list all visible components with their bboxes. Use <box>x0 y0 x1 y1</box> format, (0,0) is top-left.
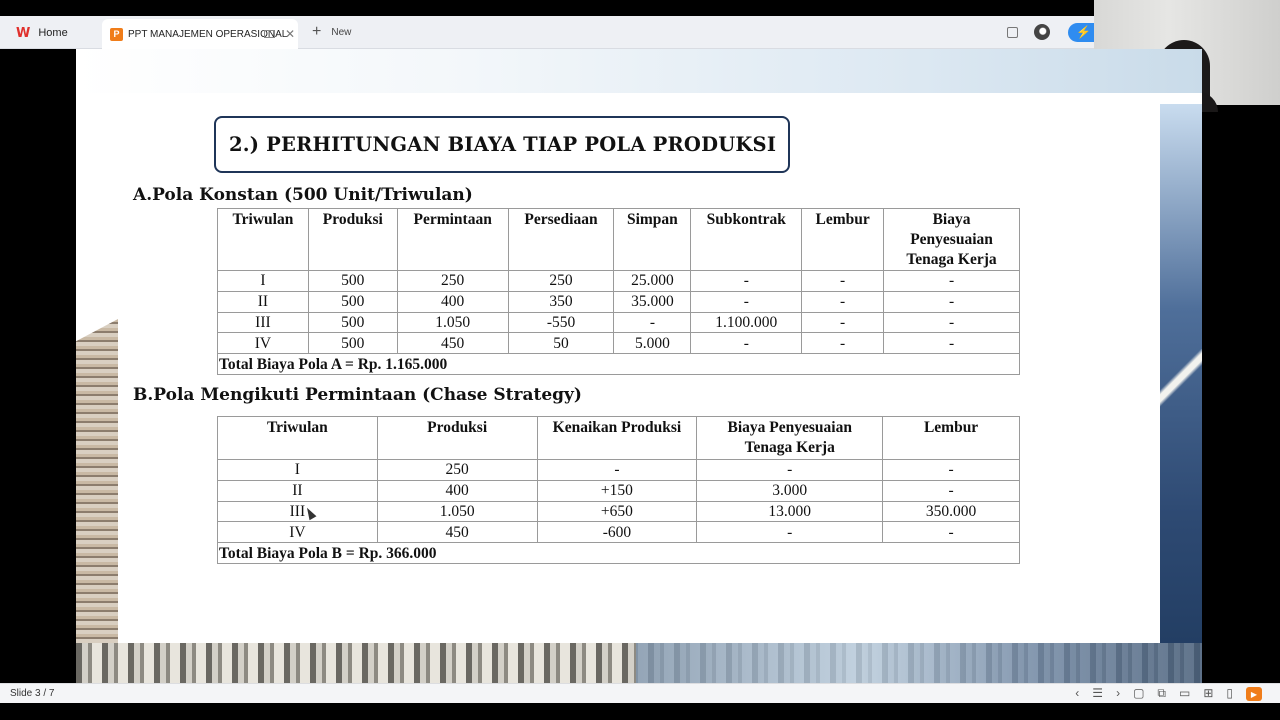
plus-icon: + <box>312 23 322 40</box>
table-header-row <box>218 417 1020 460</box>
table-cell: - <box>691 291 802 312</box>
next-slide-icon[interactable]: › <box>1116 686 1121 700</box>
normal-view-icon[interactable]: ▭ <box>1178 686 1191 700</box>
table-row <box>218 480 1020 501</box>
wps-logo-icon: W <box>16 25 31 41</box>
table-cell: - <box>537 460 697 481</box>
slide-bottom-sky <box>636 643 1202 683</box>
table-cell: - <box>883 480 1020 501</box>
table-cell: +150 <box>537 480 697 501</box>
slide-top-band <box>76 49 1202 93</box>
table-cell: III <box>218 312 309 333</box>
table-cell: - <box>697 522 883 543</box>
table-cell: I <box>218 271 309 292</box>
table-cell: I <box>218 460 378 481</box>
table-cell: 50 <box>508 333 614 354</box>
outline-list-icon[interactable]: ☰ <box>1092 686 1104 700</box>
table-cell: - <box>802 291 884 312</box>
table-cell: IV <box>218 333 309 354</box>
table-cell: - <box>884 271 1020 292</box>
header-cell: Triwulan <box>218 209 309 271</box>
table-cell: - <box>884 333 1020 354</box>
tab-home[interactable] <box>6 21 98 45</box>
slide-canvas <box>76 49 1202 683</box>
presentation-icon: P <box>110 28 123 41</box>
header-cell: Biaya Penyesuaian Tenaga Kerja <box>697 417 883 460</box>
table-cell: - <box>697 460 883 481</box>
table-cell: 500 <box>308 291 397 312</box>
header-cell: Triwulan <box>218 417 378 460</box>
table-cell: 500 <box>308 333 397 354</box>
new-tab-label: New <box>331 26 352 38</box>
table-pola-konstan <box>217 208 1020 375</box>
play-slideshow-icon[interactable]: ▶ <box>1246 687 1262 701</box>
table-cell: 5.000 <box>614 333 691 354</box>
table-cell: - <box>802 271 884 292</box>
table-cell: 350.000 <box>883 501 1020 522</box>
section-b-heading: B.Pola Mengikuti Permintaan (Chase Strategy) <box>133 385 582 405</box>
table-row <box>218 333 1020 354</box>
table-cell: - <box>884 312 1020 333</box>
table-cell: - <box>802 333 884 354</box>
table-row <box>218 501 1020 522</box>
notes-icon[interactable]: ▢ <box>1133 686 1145 700</box>
monitor-icon[interactable] <box>264 30 275 38</box>
export-icon[interactable]: ⧉ <box>1157 686 1166 700</box>
header-cell: Biaya Penyesuaian Tenaga Kerja <box>884 209 1020 271</box>
window-restore-icon[interactable] <box>1007 27 1018 38</box>
header-cell: Produksi <box>377 417 537 460</box>
building-right-beam <box>1160 349 1202 409</box>
building-left-decoration <box>76 319 118 689</box>
table-row <box>218 312 1020 333</box>
table-row <box>218 460 1020 481</box>
table-cell: 250 <box>377 460 537 481</box>
table-cell: 250 <box>397 271 508 292</box>
table-total-row <box>218 543 1020 564</box>
table-cell: +650 <box>537 501 697 522</box>
previous-slide-icon[interactable]: ‹ <box>1075 686 1080 700</box>
tab-bar <box>0 16 1280 49</box>
slide-sorter-icon[interactable]: ⊞ <box>1203 686 1214 700</box>
section-a-heading: A.Pola Konstan (500 Unit/Triwulan) <box>133 185 473 205</box>
table-cell: 3.000 <box>697 480 883 501</box>
table-cell: -600 <box>537 522 697 543</box>
table-cell: II <box>218 291 309 312</box>
table-cell: - <box>802 312 884 333</box>
table-cell: 450 <box>377 522 537 543</box>
header-cell: Subkontrak <box>691 209 802 271</box>
table-cell: 1.050 <box>377 501 537 522</box>
table-row <box>218 522 1020 543</box>
new-tab-button[interactable] <box>312 24 351 40</box>
table-cell: - <box>883 522 1020 543</box>
table-total-row <box>218 354 1020 375</box>
table-cell: 1.050 <box>397 312 508 333</box>
table-cell: - <box>884 291 1020 312</box>
table-row <box>218 291 1020 312</box>
lightning-icon[interactable]: ⚡ <box>1068 23 1098 42</box>
header-cell: Produksi <box>308 209 397 271</box>
table-cell: 400 <box>377 480 537 501</box>
table-cell: 1.100.000 <box>691 312 802 333</box>
table-cell: 13.000 <box>697 501 883 522</box>
header-cell: Kenaikan Produksi <box>537 417 697 460</box>
table-cell: 500 <box>308 271 397 292</box>
table-cell: - <box>614 312 691 333</box>
table-cell: 450 <box>397 333 508 354</box>
header-cell: Permintaan <box>397 209 508 271</box>
tab-presentation-label: PPT MANAJEMEN OPERASIONAL <box>128 28 288 40</box>
table-cell: III <box>218 501 378 522</box>
reading-view-icon[interactable]: ▯ <box>1226 686 1233 700</box>
total-pola-a: Total Biaya Pola A = Rp. 1.165.000 <box>218 354 1020 375</box>
header-cell: Simpan <box>614 209 691 271</box>
tab-home-label: Home <box>38 27 68 39</box>
table-cell: - <box>691 271 802 292</box>
close-tab-icon[interactable]: ✕ <box>285 27 296 41</box>
table-cell: 400 <box>397 291 508 312</box>
table-cell: - <box>691 333 802 354</box>
slide-indicator: Slide 3 / 7 <box>10 688 55 699</box>
slide-title: 2.) PERHITUNGAN BIAYA TIAP POLA PRODUKSI <box>214 116 790 173</box>
table-header-row <box>218 209 1020 271</box>
table-cell: 25.000 <box>614 271 691 292</box>
header-cell: Lembur <box>802 209 884 271</box>
table-cell: 500 <box>308 312 397 333</box>
table-cell: 35.000 <box>614 291 691 312</box>
table-cell: 350 <box>508 291 614 312</box>
table-cell: -550 <box>508 312 614 333</box>
table-cell: II <box>218 480 378 501</box>
table-cell: 250 <box>508 271 614 292</box>
header-cell: Lembur <box>883 417 1020 460</box>
user-avatar[interactable] <box>1034 24 1050 40</box>
header-cell: Persediaan <box>508 209 614 271</box>
table-chase-strategy <box>217 416 1020 564</box>
status-bar <box>0 683 1280 703</box>
tab-presentation[interactable] <box>102 19 298 49</box>
table-cell: IV <box>218 522 378 543</box>
table-row <box>218 271 1020 292</box>
table-cell: - <box>883 460 1020 481</box>
total-pola-b: Total Biaya Pola B = Rp. 366.000 <box>218 543 1020 564</box>
